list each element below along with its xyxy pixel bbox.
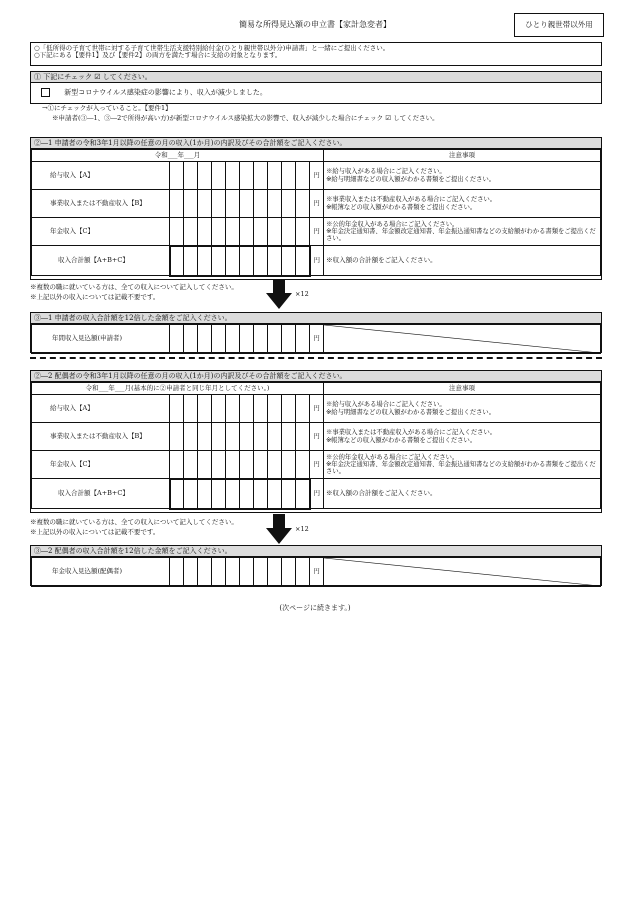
- income-label: 事業収入または不動産収入【B】: [32, 190, 170, 218]
- other-income-note: ※上記以外の収入については記載不要です。: [30, 293, 160, 301]
- total-digit-cell[interactable]: [198, 246, 212, 276]
- annual-digit-cell[interactable]: [184, 558, 198, 587]
- yen-unit: 円: [310, 246, 324, 276]
- total-digit-cell[interactable]: [282, 479, 296, 509]
- digit-cell[interactable]: [240, 162, 254, 190]
- household-type-badge: ひとり親世帯以外用: [514, 13, 604, 37]
- notes-header: 注意事項: [324, 383, 601, 395]
- digit-cell[interactable]: [198, 423, 212, 451]
- digit-cell[interactable]: [170, 451, 184, 479]
- month-header: 令和___年___月: [32, 150, 324, 162]
- annual-digit-cell[interactable]: [282, 325, 296, 354]
- total-digit-cell[interactable]: [240, 246, 254, 276]
- section-3-1-header: ③―1 申請者の収入合計額を12倍した金額をご記入ください。: [31, 313, 601, 324]
- intro-box: [30, 42, 602, 66]
- digit-cell[interactable]: [296, 218, 310, 246]
- digit-cell[interactable]: [184, 395, 198, 423]
- digit-cell[interactable]: [254, 162, 268, 190]
- income-label: 年金収入【C】: [32, 451, 170, 479]
- income-row: [32, 451, 601, 479]
- down-arrow-icon: [266, 514, 292, 544]
- annual-digit-cell[interactable]: [198, 325, 212, 354]
- digit-cell[interactable]: [254, 190, 268, 218]
- covid-impact-checkbox[interactable]: [41, 88, 50, 97]
- digit-cell[interactable]: [198, 190, 212, 218]
- digit-cell[interactable]: [282, 451, 296, 479]
- total-digit-cell[interactable]: [184, 479, 198, 509]
- digit-cell[interactable]: [296, 451, 310, 479]
- total-digit-cell[interactable]: [226, 246, 240, 276]
- total-digit-cell[interactable]: [254, 479, 268, 509]
- digit-cell[interactable]: [240, 423, 254, 451]
- digit-cell[interactable]: [226, 423, 240, 451]
- annual-digit-cell[interactable]: [240, 325, 254, 354]
- income-note: ※公的年金収入がある場合にご記入ください。 ※年金決定通知書、年金額改定通知書、年金振込通知書などの支給額がわかる書類をご提出ください。: [324, 218, 601, 246]
- digit-cell[interactable]: [296, 395, 310, 423]
- income-label: 給与収入【A】: [32, 162, 170, 190]
- income-label: 年金収入【C】: [32, 218, 170, 246]
- annual-digit-cell[interactable]: [268, 558, 282, 587]
- yen-unit: 円: [310, 479, 324, 509]
- digit-cell[interactable]: [282, 162, 296, 190]
- digit-cell[interactable]: [282, 395, 296, 423]
- digit-cell[interactable]: [184, 451, 198, 479]
- total-label: 収入合計額【A+B+C】: [32, 479, 170, 509]
- annual-digit-cell[interactable]: [226, 325, 240, 354]
- divider-line: [30, 357, 602, 359]
- intro-line-1: ○「低所得の子育て世帯に対する子育て世帯生活支援特別給付金(ひとり親世帯以外分)申請書」と一緒にご提出ください。: [34, 44, 390, 52]
- crossed-out-cell: [324, 325, 601, 354]
- income-label: 給与収入【A】: [32, 395, 170, 423]
- section-2-1-header: ②―1 申請者の令和3年1月以降の任意の月の収入(1か月)の内訳及びその合計額をご記入ください。: [31, 138, 601, 149]
- digit-cell[interactable]: [170, 162, 184, 190]
- digit-cell[interactable]: [226, 162, 240, 190]
- requirement-1-note: →①にチェックが入っていること。【要件1】: [42, 104, 172, 112]
- digit-cell[interactable]: [170, 423, 184, 451]
- page-title: 簡易な所得見込額の申立書【家計急変者】: [239, 20, 391, 29]
- income-row: [32, 190, 601, 218]
- multi-job-note-spouse: ※複数の職に就いている方は、全ての収入について記入してください。: [30, 518, 238, 526]
- total-digit-cell[interactable]: [170, 246, 184, 276]
- notes-header: 注意事項: [324, 150, 601, 162]
- down-arrow-icon: [266, 279, 292, 309]
- digit-cell[interactable]: [240, 190, 254, 218]
- month-header: 令和___年___月(基本的に②申請者と同じ年月としてください。): [32, 383, 324, 395]
- multiplier-label-spouse: ×12: [295, 525, 309, 533]
- digit-cell[interactable]: [170, 190, 184, 218]
- income-note: ※事業収入または不動産収入がある場合にご記入ください。 ※帳簿などの収入額がわかる書類をご提出ください。: [324, 190, 601, 218]
- annual-digit-cell[interactable]: [212, 558, 226, 587]
- annual-income-spouse-table: [31, 557, 601, 587]
- digit-cell[interactable]: [226, 190, 240, 218]
- digit-cell[interactable]: [212, 395, 226, 423]
- digit-cell[interactable]: [254, 218, 268, 246]
- annual-digit-cell[interactable]: [212, 325, 226, 354]
- total-digit-cell[interactable]: [268, 246, 282, 276]
- total-row: [32, 246, 601, 276]
- yen-unit: 円: [310, 451, 324, 479]
- digit-cell[interactable]: [296, 190, 310, 218]
- income-row: [32, 218, 601, 246]
- annual-digit-cell[interactable]: [268, 325, 282, 354]
- digit-cell[interactable]: [268, 218, 282, 246]
- total-row: [32, 479, 601, 509]
- section-2-1: [30, 137, 602, 280]
- annual-digit-cell[interactable]: [296, 325, 310, 354]
- digit-cell[interactable]: [198, 162, 212, 190]
- total-digit-cell[interactable]: [254, 246, 268, 276]
- digit-cell[interactable]: [198, 451, 212, 479]
- annual-digit-cell[interactable]: [226, 558, 240, 587]
- yen-unit: 円: [310, 423, 324, 451]
- digit-cell[interactable]: [170, 218, 184, 246]
- digit-cell[interactable]: [296, 162, 310, 190]
- digit-cell[interactable]: [184, 190, 198, 218]
- income-note: ※給与収入がある場合にご記入ください。 ※給与明細書などの収入額がわかる書類をご提出ください。: [324, 395, 601, 423]
- digit-cell[interactable]: [268, 395, 282, 423]
- annual-digit-cell[interactable]: [170, 558, 184, 587]
- income-row: [32, 395, 601, 423]
- annual-digit-cell[interactable]: [170, 325, 184, 354]
- digit-cell[interactable]: [212, 162, 226, 190]
- annual-digit-cell[interactable]: [240, 558, 254, 587]
- annual-digit-cell[interactable]: [198, 558, 212, 587]
- digit-cell[interactable]: [198, 218, 212, 246]
- section-3-2: [30, 545, 602, 586]
- total-digit-cell[interactable]: [268, 479, 282, 509]
- digit-cell[interactable]: [212, 218, 226, 246]
- digit-cell[interactable]: [212, 423, 226, 451]
- crossed-out-cell: [324, 558, 601, 587]
- check-instruction: ※申請者(③―1、③―2で所得が高い方)が新型コロナウイルス感染拡大の影響で、収入が減少した場合にチェック ☑ してください。: [52, 114, 439, 122]
- digit-cell[interactable]: [282, 423, 296, 451]
- yen-unit: 円: [310, 218, 324, 246]
- digit-cell[interactable]: [170, 395, 184, 423]
- yen-unit: 円: [310, 558, 324, 587]
- annual-income-label: 年間収入見込額(申請者): [32, 325, 170, 354]
- income-row: [32, 423, 601, 451]
- digit-cell[interactable]: [268, 423, 282, 451]
- digit-cell[interactable]: [212, 451, 226, 479]
- digit-cell[interactable]: [254, 451, 268, 479]
- yen-unit: 円: [310, 190, 324, 218]
- digit-cell[interactable]: [282, 190, 296, 218]
- total-digit-cell[interactable]: [212, 246, 226, 276]
- digit-cell[interactable]: [184, 162, 198, 190]
- section-2-2-header: ②―2 配偶者の令和3年1月以降の任意の月の収入(1か月)の内訳及びその合計額をご記入ください。: [31, 371, 601, 382]
- section-1-header: ① 下記にチェック ☑ してください。: [31, 72, 601, 83]
- digit-cell[interactable]: [198, 395, 212, 423]
- intro-line-2: ○下記にある【要件1】及び【要件2】の両方を満たす場合に支給の対象となります。: [34, 51, 282, 60]
- annual-income-label: 年金収入見込額(配偶者): [32, 558, 170, 587]
- annual-income-applicant-table: [31, 324, 601, 354]
- digit-cell[interactable]: [212, 190, 226, 218]
- total-label: 収入合計額【A+B+C】: [32, 246, 170, 276]
- total-digit-cell[interactable]: [184, 246, 198, 276]
- total-digit-cell[interactable]: [170, 479, 184, 509]
- total-digit-cell[interactable]: [212, 479, 226, 509]
- other-income-note-spouse: ※上記以外の収入については記載不要です。: [30, 528, 160, 536]
- annual-digit-cell[interactable]: [254, 325, 268, 354]
- digit-cell[interactable]: [240, 395, 254, 423]
- yen-unit: 円: [310, 162, 324, 190]
- continue-note: (次ページに続きます。): [279, 604, 351, 612]
- annual-digit-cell[interactable]: [254, 558, 268, 587]
- total-digit-cell[interactable]: [226, 479, 240, 509]
- income-note: ※事業収入または不動産収入がある場合にご記入ください。 ※帳簿などの収入額がわかる書類をご提出ください。: [324, 423, 601, 451]
- income-table-spouse: [31, 382, 601, 510]
- multi-job-note: ※複数の職に就いている方は、全ての収入について記入してください。: [30, 283, 238, 291]
- digit-cell[interactable]: [296, 423, 310, 451]
- yen-unit: 円: [310, 395, 324, 423]
- yen-unit: 円: [310, 325, 324, 354]
- annual-digit-cell[interactable]: [184, 325, 198, 354]
- digit-cell[interactable]: [226, 218, 240, 246]
- income-note: ※公的年金収入がある場合にご記入ください。 ※年金決定通知書、年金額改定通知書、年金振込通知書などの支給額がわかる書類をご提出ください。: [324, 451, 601, 479]
- digit-cell[interactable]: [268, 190, 282, 218]
- digit-cell[interactable]: [268, 162, 282, 190]
- digit-cell[interactable]: [226, 451, 240, 479]
- annual-digit-cell[interactable]: [282, 558, 296, 587]
- income-label: 事業収入または不動産収入【B】: [32, 423, 170, 451]
- income-row: [32, 162, 601, 190]
- total-note: ※収入額の合計額をご記入ください。: [324, 246, 601, 276]
- section-3-1: [30, 312, 602, 353]
- digit-cell[interactable]: [254, 395, 268, 423]
- total-digit-cell[interactable]: [296, 246, 310, 276]
- multiplier-label: ×12: [295, 290, 309, 298]
- digit-cell[interactable]: [184, 218, 198, 246]
- covid-impact-label: 新型コロナウイルス感染症の影響により、収入が減少しました。: [64, 88, 267, 97]
- digit-cell[interactable]: [268, 451, 282, 479]
- digit-cell[interactable]: [226, 395, 240, 423]
- section-2-2: [30, 370, 602, 513]
- total-digit-cell[interactable]: [296, 479, 310, 509]
- total-digit-cell[interactable]: [198, 479, 212, 509]
- digit-cell[interactable]: [240, 451, 254, 479]
- digit-cell[interactable]: [282, 218, 296, 246]
- total-note: ※収入額の合計額をご記入ください。: [324, 479, 601, 509]
- section-3-2-header: ③―2 配偶者の収入合計額を12倍した金額をご記入ください。: [31, 546, 601, 557]
- digit-cell[interactable]: [240, 218, 254, 246]
- section-1: [30, 71, 602, 104]
- total-digit-cell[interactable]: [240, 479, 254, 509]
- income-note: ※給与収入がある場合にご記入ください。 ※給与明細書などの収入額がわかる書類をご提出ください。: [324, 162, 601, 190]
- annual-digit-cell[interactable]: [296, 558, 310, 587]
- total-digit-cell[interactable]: [282, 246, 296, 276]
- digit-cell[interactable]: [184, 423, 198, 451]
- digit-cell[interactable]: [254, 423, 268, 451]
- income-table-applicant: [31, 149, 601, 277]
